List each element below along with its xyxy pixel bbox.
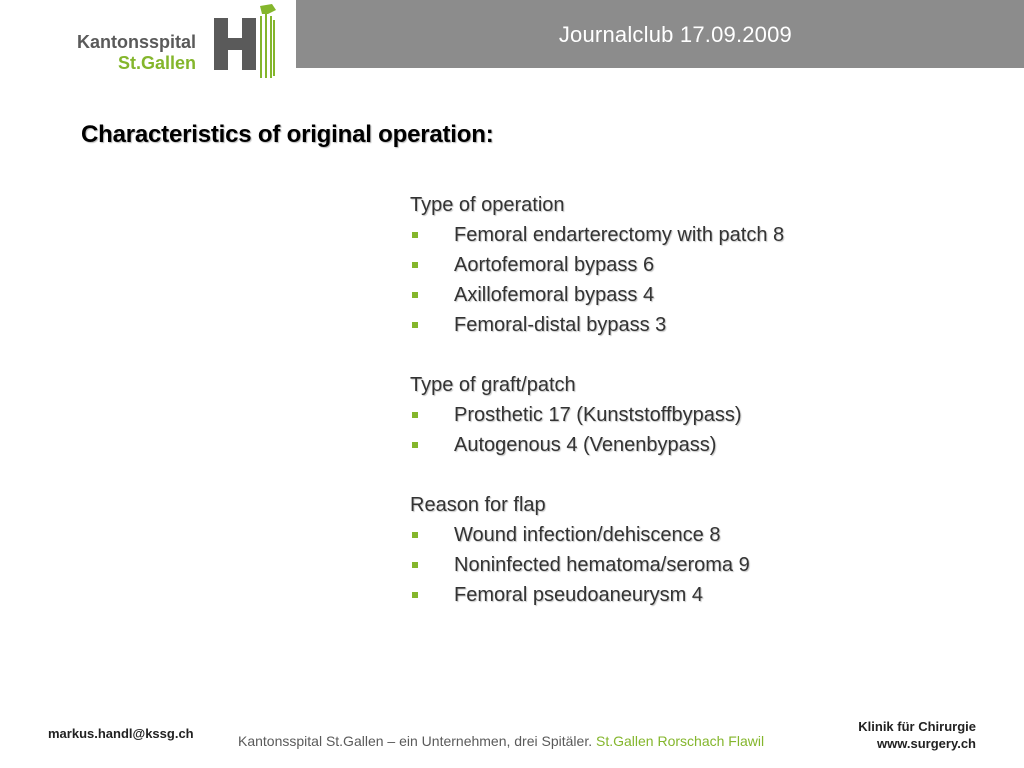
bullet-square-icon <box>412 232 418 238</box>
bullet-square-icon <box>412 442 418 448</box>
footer-website: www.surgery.ch <box>877 736 976 751</box>
list-item <box>410 400 1010 430</box>
list-item-text: Autogenous 4 (Venenbypass) <box>454 434 717 456</box>
footer-email: markus.handl@kssg.ch <box>48 726 194 741</box>
section-operation-type <box>410 190 1010 340</box>
list-item-text: Prosthetic 17 (Kunststoffbypass) <box>454 404 742 426</box>
list-item-text: Noninfected hematoma/seroma 9 <box>454 554 750 576</box>
list-item-text: Wound infection/dehiscence 8 <box>454 524 721 546</box>
footer-contact <box>858 718 976 752</box>
header-title: Journalclub 17.09.2009 <box>558 22 792 47</box>
list-item <box>410 580 1010 610</box>
list-item <box>410 310 1010 340</box>
list-item <box>410 280 1010 310</box>
footer-sites: St.Gallen Rorschach Flawil <box>596 733 765 749</box>
footer-tagline <box>238 733 764 749</box>
footer-department: Klinik für Chirurgie <box>858 719 976 734</box>
list-item-text: Femoral pseudoaneurysm 4 <box>454 584 704 606</box>
logo-line-1: Kantonsspital <box>76 32 196 52</box>
section-heading: Reason for flap <box>410 494 546 516</box>
list-item-text: Aortofemoral bypass 6 <box>454 254 655 276</box>
list-item-text: Axillofemoral bypass 4 <box>454 284 655 306</box>
bullet-square-icon <box>412 292 418 298</box>
bullet-square-icon <box>412 262 418 268</box>
hospital-logo-text <box>77 32 196 74</box>
list-item <box>410 550 1010 580</box>
list-item <box>410 520 1010 550</box>
bullet-square-icon <box>412 562 418 568</box>
slide-title: Characteristics of original operation: <box>81 121 494 148</box>
bullet-square-icon <box>412 592 418 598</box>
bullet-square-icon <box>412 532 418 538</box>
bullet-square-icon <box>412 412 418 418</box>
footer-tagline-prefix: Kantonsspital St.Gallen – ein Unternehmen, drei Spitäler. <box>238 733 593 749</box>
section-graft-type <box>410 370 1010 460</box>
list-item-text: Femoral-distal bypass 3 <box>454 314 667 336</box>
slide-content <box>410 190 1010 640</box>
list-item-text: Femoral endarterectomy with patch 8 <box>454 224 785 246</box>
list-item <box>410 220 1010 250</box>
section-flap-reason <box>410 490 1010 610</box>
section-heading: Type of operation <box>410 194 565 216</box>
logo-line-2: St.Gallen <box>117 53 196 73</box>
list-item <box>410 250 1010 280</box>
list-item <box>410 430 1010 460</box>
hospital-h-logo-icon <box>210 2 282 80</box>
bullet-square-icon <box>412 322 418 328</box>
section-heading: Type of graft/patch <box>410 374 576 396</box>
